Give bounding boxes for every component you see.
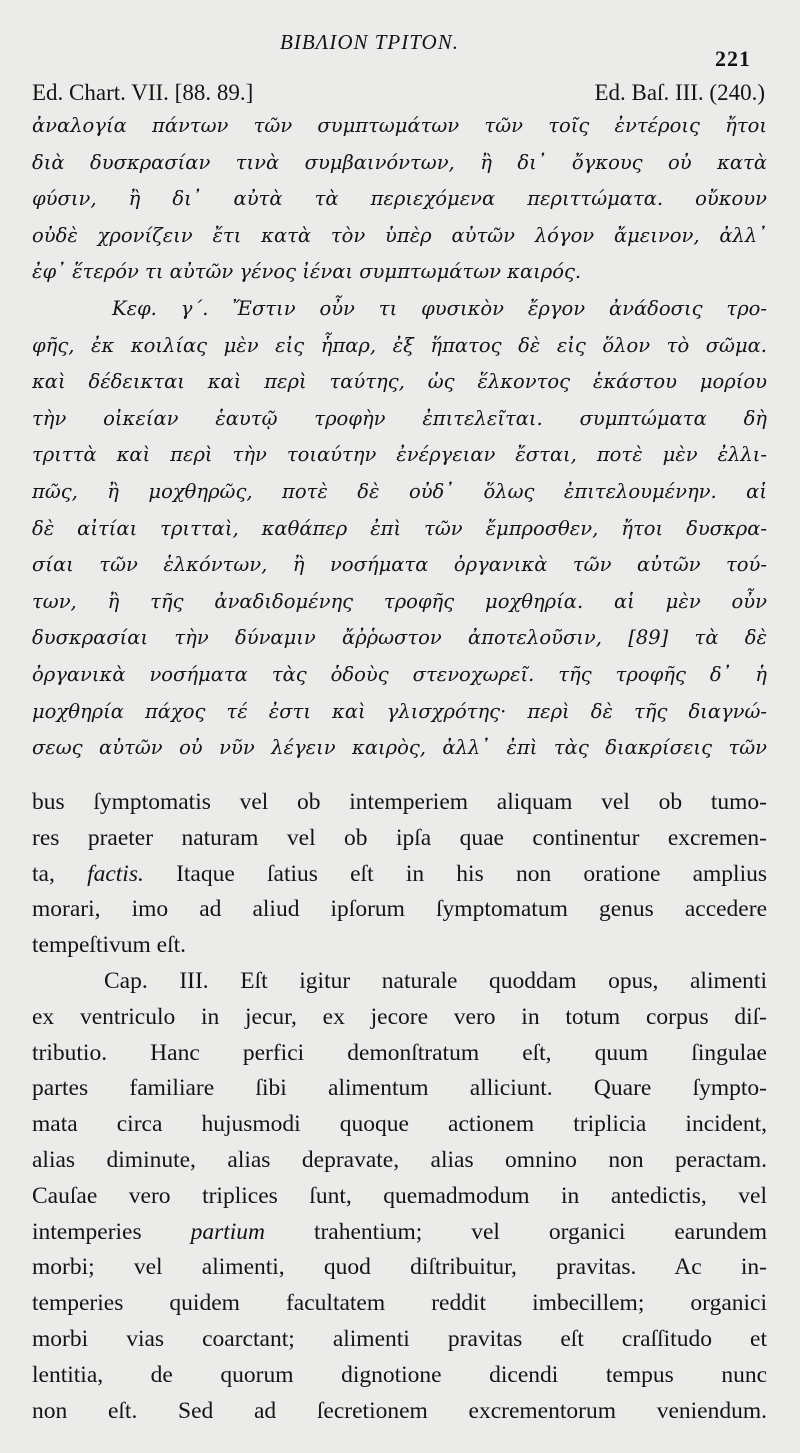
greek-line: σίαι τῶν ἑλκόντων, ἢ νοσήματα ὀργανικὰ τῶν αὐτῶν τού- [32, 553, 767, 577]
greek-line: ὀργανικὰ νοσήματα τὰς ὁδοὺς στενοχωρεῖ. τῆς τροφῆς δ᾽ ἡ [32, 662, 767, 686]
latin-italic-word: factis. [87, 860, 144, 887]
latin-fragment: intemperies [32, 1218, 142, 1245]
latin-chapter-start-line: Cap. III. Eſt igitur naturale quoddam opus, alimenti [104, 967, 767, 994]
latin-fragment: trahentium; vel organici earundem [313, 1218, 767, 1245]
greek-line: πῶς, ἢ μοχθηρῶς, ποτὲ δὲ οὐδ᾽ ὅλως ἐπιτελουμένην. αἱ [32, 479, 767, 503]
greek-line: οὐδὲ χρονίζειν ἔτι κατὰ τὸν ὑπὲρ αὐτῶν λόγον ἄμεινον, ἀλλ᾽ [32, 223, 767, 247]
latin-fragment: Itaque ſatius eſt in his non oratione amplius [176, 860, 767, 887]
latin-line: non eſt. Sed ad ſecretionem excrementorum veniendum. [32, 1397, 767, 1424]
greek-line: μοχθηρία πάχος τέ ἐστι καὶ γλισχρότης· περὶ δὲ τῆς διαγνώ- [32, 699, 767, 723]
greek-chapter-start-line: Κεφ. γ΄. Ἔστιν οὖν τι φυσικὸν ἔργον ἀνάδοσις τρο- [112, 296, 767, 320]
latin-text-block [32, 785, 767, 1429]
latin-line: mata circa hujusmodi quoque actionem triplicia incident, [32, 1111, 767, 1138]
latin-line: res praeter naturam vel ob ipſa quae continentur excremen- [32, 824, 767, 851]
latin-italic-word: partium [190, 1218, 266, 1245]
greek-line: τριττὰ καὶ περὶ τὴν τοιαύτην ἐνέργειαν ἔσται, ποτὲ μὲν ἐλλι- [32, 443, 767, 467]
latin-line: Cauſae vero triplices ſunt, quemadmodum in antedictis, vel [32, 1182, 767, 1209]
greek-line: ἀναλογία πάντων τῶν συμπτωμάτων τῶν τοῖς ἐντέροις ἤτοι [32, 114, 767, 137]
latin-line: morbi; vel alimenti, quod diſtribuitur, pravitas. Ac in- [32, 1254, 767, 1281]
latin-line [32, 1215, 767, 1251]
greek-line: καὶ δέδεικται καὶ περὶ ταύτης, ὡς ἕλκοντος ἑκάστου μορίου [32, 370, 767, 394]
greek-line: φύσιν, ἢ δι᾽ αὐτὰ τὰ περιεχόμενα περιττώματα. οὔκουν [32, 187, 767, 211]
latin-line: ex ventriculo in jecur, ex jecore vero in totum corpus diſ- [32, 1003, 767, 1030]
latin-line: partes familiare ſibi alimentum alliciunt. Quare ſympto- [32, 1075, 767, 1102]
latin-line: temperies quidem facultatem reddit imbecillem; organici [32, 1290, 767, 1317]
running-head: ΒΙΒΛΙΟΝ ΤΡΙΤΟΝ. [280, 30, 459, 54]
greek-line: των, ἢ τῆς ἀναδιδομένης τροφῆς μοχθηρία. αἱ μὲν οὖν [32, 589, 767, 613]
page-number: 221 [715, 46, 751, 71]
greek-line: ἐφ᾽ ἕτερόν τι αὐτῶν γένος ἰέναι συμπτωμάτων καιρός. [32, 260, 582, 284]
greek-line: διὰ δυσκρασίαν τινὰ συμβαινόντων, ἢ δι᾽ ὄγκους οὐ κατὰ [32, 150, 767, 174]
edition-reference-chartier: Ed. Chart. VII. [88. 89.] [32, 80, 254, 105]
greek-line: δὲ αἰτίαι τριτταὶ, καθάπερ ἐπὶ τῶν ἔμπροσθεν, ἤτοι δυσκρα- [32, 516, 767, 540]
greek-text-block [32, 108, 767, 767]
latin-line: alias diminute, alias depravate, alias omnino non peractam. [32, 1146, 767, 1173]
greek-line: τὴν οἰκείαν ἑαυτῷ τροφὴν ἐπιτελεῖται. συμπτώματα δὴ [32, 406, 767, 430]
greek-line: δυσκρασίαι τὴν δύναμιν ἄῤῥωστον ἀποτελοῦσιν, [89] τὰ δὲ [32, 626, 767, 650]
latin-fragment: ta, [32, 860, 55, 887]
latin-line: lentitia, de quorum dignotione dicendi tempus nunc [32, 1361, 767, 1388]
edition-reference-basel: Ed. Baſ. III. (240.) [594, 80, 765, 105]
latin-line [32, 857, 767, 893]
latin-line: morari, imo ad aliud ipſorum ſymptomatum genus accedere [32, 896, 767, 923]
latin-line: tempeſtivum eſt. [32, 932, 187, 959]
latin-line: bus ſymptomatis vel ob intemperiem aliquam vel ob tumo- [32, 789, 767, 815]
latin-line: morbi vias coarctant; alimenti pravitas eſt craſſitudo et [32, 1325, 767, 1352]
greek-line: σεως αὐτῶν οὐ νῦν λέγειν καιρὸς, ἀλλ᾽ ἐπὶ τὰς διακρίσεις τῶν [32, 736, 767, 760]
latin-line: tributio. Hanc perfici demonſtratum eſt, quum ſingulae [32, 1039, 767, 1066]
greek-line: φῆς, ἐκ κοιλίας μὲν εἰς ἧπαρ, ἐξ ἥπατος δὲ εἰς ὅλον τὸ σῶμα. [32, 333, 767, 357]
